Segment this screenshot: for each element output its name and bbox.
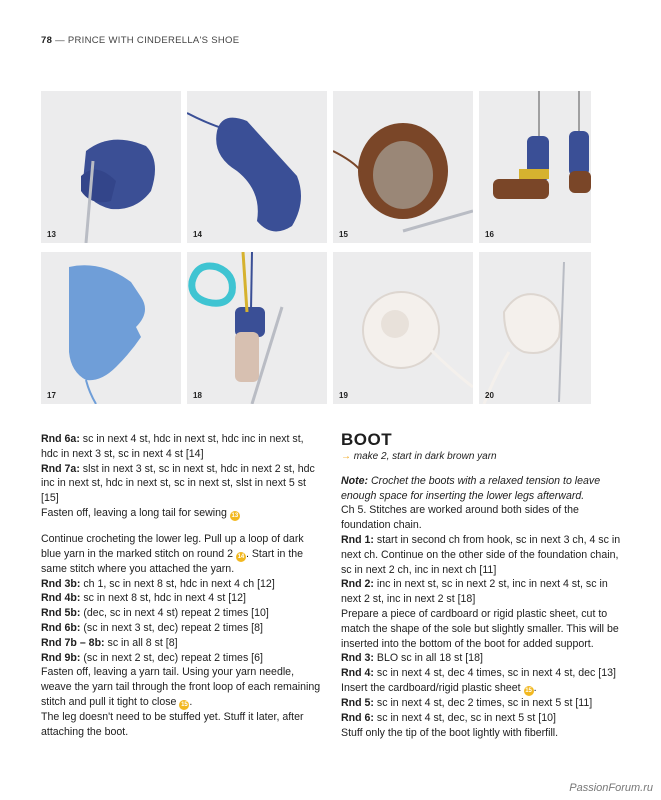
boot-title: BOOT	[341, 430, 393, 449]
boot-insert-text: Insert the cardboard/rigid plastic sheet	[341, 681, 521, 694]
boot-rnd-2	[341, 577, 623, 607]
rnd-7a	[41, 462, 321, 506]
fasten-off-2-text: Fasten off, leaving a yarn tail. Using your yarn needle, weave the yarn tail through the front loop of each remaining stitch and pull it tight to close	[41, 666, 321, 708]
boot-rnd-6	[341, 711, 623, 726]
boot-rnd-1	[341, 533, 623, 577]
boot-ch5: Ch 5. Stitches are worked around both sides of the foundation chain.	[341, 504, 579, 532]
boot-rnd-5-text: sc in next 4 st, dec 2 times, sc in next 5 st [11]	[373, 696, 593, 709]
boot-rnd-3-label: Rnd 3:	[341, 652, 374, 665]
rnd-9b	[41, 651, 321, 666]
rnd-7a-text: slst in next 3 st, sc in next st, hdc in next 2 st, hdc inc in next st, hdc in next st, sc in next st, slst in next 5 st [15]	[41, 462, 315, 505]
fasten-off-1	[41, 506, 321, 521]
boot-stuff: Stuff only the tip of the boot lightly with fiberfill.	[341, 726, 559, 739]
photo-13-image	[41, 91, 181, 243]
photo-grid	[41, 91, 591, 404]
watermark: PassionForum.ru	[569, 782, 653, 794]
rnd-7a-label: Rnd 7a:	[41, 462, 80, 475]
photo-18-label: 18	[193, 391, 202, 400]
boot-rnd-4-text: sc in next 4 st, dec 4 times, sc in next 4 st, dec [13]	[373, 667, 616, 680]
fasten-off-1-text: Fasten off, leaving a long tail for sewing	[41, 506, 227, 519]
boot-rnd-2-text: inc in next st, sc in next 2 st, inc in next 4 st, sc in next 2 st, inc in next 2 st [18]	[341, 578, 608, 606]
boot-note	[341, 474, 623, 504]
photo-17-image	[41, 252, 181, 404]
rnd-4b-text: sc in next 8 st, hdc in next 4 st [12]	[80, 592, 246, 605]
photo-19-label: 19	[339, 391, 348, 400]
rnd-5b	[41, 606, 321, 621]
rnd-7b-8b-label: Rnd 7b – 8b:	[41, 636, 105, 649]
rnd-6b-text: (sc in next 3 st, dec) repeat 2 times [8]	[80, 621, 263, 634]
boot-prepare: Prepare a piece of cardboard or rigid plastic sheet, cut to match the shape of the sole but slightly smaller. This will be inserted into the bottom of the boot for added support.	[341, 607, 619, 650]
photo-20	[479, 252, 591, 404]
rnd-6a	[41, 432, 321, 462]
photo-20-label: 20	[485, 391, 494, 400]
chapter-title: — PRINCE WITH CINDERELLA'S SHOE	[55, 35, 240, 46]
photo-ref-15: 15	[181, 701, 188, 708]
leg-note: The leg doesn't need to be stuffed yet. Stuff it later, after attaching the boot.	[41, 710, 304, 738]
boot-rnd-4-label: Rnd 4:	[341, 667, 374, 680]
boot-rnd-6-label: Rnd 6:	[341, 711, 374, 724]
continue-text: Continue crocheting the lower leg. Pull up a loop of dark blue yarn in the marked stitch on round 2	[41, 532, 304, 560]
boot-rnd-5-label: Rnd 5:	[341, 696, 374, 709]
photo-17-label: 17	[47, 391, 56, 400]
rnd-7b-8b	[41, 636, 321, 651]
boot-insert: Insert the cardboard/rigid plastic sheet 15 .	[341, 681, 537, 694]
photo-16-image	[479, 91, 591, 243]
page-number: 78	[41, 35, 53, 46]
boot-rnd-3	[341, 651, 623, 666]
photo-20-image	[479, 252, 591, 404]
rnd-7b-8b-text: sc in all 8 st [8]	[104, 636, 178, 649]
photo-17	[41, 252, 181, 404]
rnd-5b-label: Rnd 5b:	[41, 607, 81, 620]
rnd-5b-text: (dec, sc in next 4 st) repeat 2 times [10]	[80, 607, 269, 620]
boot-note-text: Crochet the boots with a relaxed tension to leave enough space for inserting the lower legs afterward.	[341, 474, 601, 502]
boot-rnd-1-label: Rnd 1:	[341, 533, 374, 546]
continue-text-2: . Start in the same stitch where you attached the yarn.	[41, 547, 304, 575]
photo-ref-15b: 15	[525, 687, 532, 694]
fasten-off-2: Fasten off, leaving a yarn tail. Using your yarn needle, weave the yarn tail through the front loop of each remaining stitch and pull it tight to close 15 .	[41, 666, 321, 708]
photo-19-image	[333, 252, 473, 404]
boot-rnd-6-text: sc in next 4 st, dec, sc in next 5 st [10]	[373, 711, 556, 724]
boot-make	[341, 450, 623, 465]
rnd-6a-text: sc in next 4 st, hdc in next st, hdc inc in next st, hdc in next 3 st, sc in next 4 st [14]	[41, 433, 304, 460]
photo-ref-14: 14	[237, 553, 245, 560]
photo-14-image	[187, 91, 327, 243]
arrow-icon: →	[341, 451, 351, 462]
right-column	[341, 430, 623, 740]
photo-13	[41, 91, 181, 243]
photo-15	[333, 91, 473, 243]
boot-make-text: make 2, start in dark brown yarn	[353, 451, 497, 462]
boot-rnd-1-text: start in second ch from hook, sc in next 3 ch, 4 sc in next ch. Continue on the other side of the foundation chain, sc in next 2 ch, inc in next ch [11]	[341, 533, 621, 576]
page-header	[41, 35, 239, 46]
photo-15-label: 15	[339, 230, 348, 239]
photo-16	[479, 91, 591, 243]
rnd-9b-text: (sc in next 2 st, dec) repeat 2 times [6]	[80, 651, 263, 664]
photo-13-label: 13	[47, 230, 56, 239]
rnd-4b	[41, 591, 321, 606]
rnd-3b-text: ch 1, sc in next 8 st, hdc in next 4 ch [12]	[80, 577, 275, 590]
continue-paragraph	[41, 532, 321, 577]
photo-14-label: 14	[193, 230, 202, 239]
left-column	[41, 432, 321, 740]
boot-note-label: Note:	[341, 474, 369, 487]
rnd-6b-label: Rnd 6b:	[41, 621, 81, 634]
rnd-6a-label: Rnd 6a:	[41, 433, 80, 445]
photo-18	[187, 252, 327, 404]
photo-19	[333, 252, 473, 404]
rnd-3b	[41, 577, 321, 592]
rnd-6b	[41, 621, 321, 636]
rnd-9b-label: Rnd 9b:	[41, 651, 81, 664]
rnd-3b-label: Rnd 3b:	[41, 577, 81, 590]
photo-15-image	[333, 91, 473, 243]
boot-rnd-4	[341, 666, 623, 681]
rnd-4b-label: Rnd 4b:	[41, 592, 81, 605]
boot-rnd-5	[341, 696, 623, 711]
photo-ref-13: 13	[231, 512, 239, 519]
boot-rnd-2-label: Rnd 2:	[341, 578, 374, 591]
photo-14	[187, 91, 327, 243]
photo-18-image	[187, 252, 327, 404]
boot-rnd-3-text: BLO sc in all 18 st [18]	[373, 652, 483, 665]
photo-16-label: 16	[485, 230, 494, 239]
